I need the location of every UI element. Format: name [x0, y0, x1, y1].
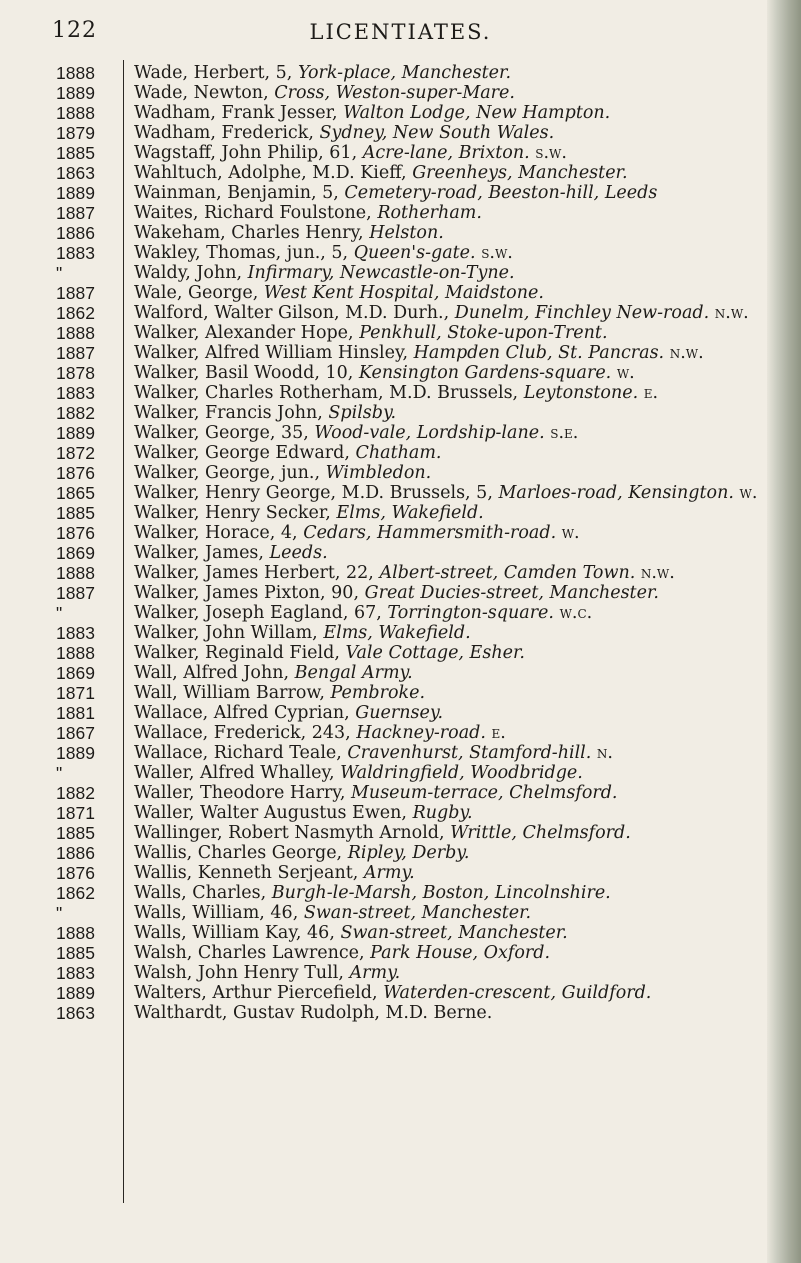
- entry-year: 1885: [56, 503, 95, 523]
- entry-text: [134, 703, 760, 723]
- list-item: [0, 683, 770, 703]
- entry-text: [134, 723, 760, 743]
- entry-address: Vale Cottage, Esher.: [345, 643, 525, 663]
- list-item: [0, 323, 770, 343]
- entry-name: Walker, James,: [134, 543, 264, 563]
- list-item: [0, 783, 770, 803]
- entry-text: [134, 963, 760, 983]
- list-item: [0, 443, 770, 463]
- entry-name: Walls, Charles,: [134, 883, 267, 903]
- entry-name: Wade, Newton,: [134, 83, 269, 103]
- entry-text: [134, 303, 760, 323]
- entry-name: Wallinger, Robert Nasmyth Arnold,: [134, 823, 445, 843]
- list-item: [0, 923, 770, 943]
- entry-text: [134, 223, 760, 243]
- entry-name: Wakeham, Charles Henry,: [134, 223, 364, 243]
- list-item: [0, 63, 770, 83]
- entry-address: Dunelm, Finchley New-road.: [454, 303, 710, 323]
- entry-text: [134, 743, 760, 763]
- entry-text: [134, 783, 760, 803]
- entry-year: 1882: [56, 403, 95, 423]
- list-item: [0, 743, 770, 763]
- list-item: [0, 623, 770, 643]
- entry-address: West Kent Hospital, Maidstone.: [263, 283, 544, 303]
- entry-name: Walker, John Willam,: [134, 623, 318, 643]
- entry-address: Leytonstone.: [523, 383, 639, 403]
- entry-name: Walsh, Charles Lawrence,: [134, 943, 365, 963]
- entry-year: 1865: [56, 483, 95, 503]
- entry-district: s.w.: [535, 143, 567, 163]
- entry-text: [134, 943, 760, 963]
- entry-name: Waller, Walter Augustus Ewen,: [134, 803, 407, 823]
- list-item: [0, 643, 770, 663]
- entry-name: Wale, George,: [134, 283, 259, 303]
- entry-year: 1881: [56, 703, 95, 723]
- entry-year: 1887: [56, 203, 95, 223]
- entry-district: n.w.: [714, 303, 749, 323]
- entry-address: Helston.: [369, 223, 444, 243]
- list-item: [0, 823, 770, 843]
- entry-text: [134, 503, 760, 523]
- list-item: [0, 543, 770, 563]
- entry-year: 1889: [56, 83, 95, 103]
- list-item: [0, 903, 770, 923]
- list-item: [0, 663, 770, 683]
- entry-text: [134, 883, 760, 903]
- entry-address: Hampden Club, St. Pancras.: [413, 343, 665, 363]
- entry-address: Queen's-gate.: [353, 243, 476, 263]
- entry-year: 1863: [56, 163, 95, 183]
- list-item: [0, 163, 770, 183]
- entry-year: 1883: [56, 383, 95, 403]
- entry-year: ": [56, 603, 63, 623]
- entry-year: 1862: [56, 303, 95, 323]
- list-item: [0, 143, 770, 163]
- list-item: [0, 343, 770, 363]
- entry-text: [134, 1003, 760, 1023]
- list-item: [0, 243, 770, 263]
- entry-address: Elms, Wakefield.: [336, 503, 484, 523]
- entry-text: [134, 103, 760, 123]
- entry-address: Kensington Gardens-square.: [358, 363, 612, 383]
- entry-address: Waterden-crescent, Guildford.: [383, 983, 652, 1003]
- page-edge-shadow: [767, 0, 801, 1263]
- entry-text: [134, 323, 760, 343]
- entry-year: ": [56, 763, 63, 783]
- entry-name: Waldy, John,: [134, 263, 243, 283]
- entry-year: 1887: [56, 343, 95, 363]
- entry-name: Walker, George, jun.,: [134, 463, 321, 483]
- entry-name: Wade, Herbert, 5,: [134, 63, 293, 83]
- list-item: [0, 403, 770, 423]
- entry-year: 1882: [56, 783, 95, 803]
- entry-district: w.: [561, 523, 580, 543]
- entry-text: [134, 463, 760, 483]
- entry-name: Walker, Alexander Hope,: [134, 323, 354, 343]
- entry-year: 1886: [56, 223, 95, 243]
- entry-address: Elms, Wakefield.: [323, 623, 471, 643]
- entry-address: Rugby.: [412, 803, 473, 823]
- list-item: [0, 503, 770, 523]
- entry-address: Rotherham.: [377, 203, 482, 223]
- entry-address: Cemetery-road, Beeston-hill, Leeds: [344, 183, 658, 203]
- entry-name: Walker, Reginald Field,: [134, 643, 340, 663]
- entry-name: Wallis, Kenneth Serjeant,: [134, 863, 359, 883]
- entry-year: 1869: [56, 543, 95, 563]
- entry-text: [134, 803, 760, 823]
- entry-text: [134, 923, 760, 943]
- entry-address: Swan-street, Manchester.: [303, 903, 532, 923]
- entry-name: Walker, George, 35,: [134, 423, 309, 443]
- list-item: [0, 723, 770, 743]
- list-item: [0, 183, 770, 203]
- entry-name: Wainman, Benjamin, 5,: [134, 183, 339, 203]
- entry-address: Spilsby.: [328, 403, 397, 423]
- entry-name: Wallace, Richard Teale,: [134, 743, 342, 763]
- entry-name: Walker, Henry Secker,: [134, 503, 331, 523]
- entry-name: Wakley, Thomas, jun., 5,: [134, 243, 349, 263]
- entry-name: Walker, Francis John,: [134, 403, 323, 423]
- entry-name: Walker, Alfred William Hinsley,: [134, 343, 409, 363]
- entry-address: Marloes-road, Kensington.: [498, 483, 734, 503]
- entry-text: [134, 523, 760, 543]
- entry-name: Walker, Basil Woodd, 10,: [134, 363, 354, 383]
- list-item: [0, 863, 770, 883]
- list-item: [0, 283, 770, 303]
- entry-district: w.c.: [559, 603, 593, 623]
- entry-name: Walker, Henry George, M.D. Brussels, 5,: [134, 483, 493, 503]
- entry-address: Army.: [363, 863, 415, 883]
- entry-year: 1885: [56, 823, 95, 843]
- entry-district: e.: [491, 723, 506, 743]
- entry-district: s.w.: [481, 243, 513, 263]
- list-item: [0, 423, 770, 443]
- list-item: [0, 963, 770, 983]
- entry-year: 1885: [56, 943, 95, 963]
- entry-text: [134, 343, 760, 363]
- entry-address: Walton Lodge, New Hampton.: [343, 103, 611, 123]
- entry-text: [134, 63, 760, 83]
- list-item: [0, 523, 770, 543]
- entry-name: Wall, Alfred John,: [134, 663, 290, 683]
- list-item: [0, 563, 770, 583]
- entry-name: Walker, James Herbert, 22,: [134, 563, 374, 583]
- entry-text: [134, 603, 760, 623]
- entry-address: Cravenhurst, Stamford-hill.: [347, 743, 592, 763]
- entry-address: Cedars, Hammersmith-road.: [303, 523, 557, 543]
- entry-address: Wimbledon.: [325, 463, 432, 483]
- entry-text: [134, 903, 760, 923]
- entry-address: Army.: [349, 963, 401, 983]
- entry-text: [134, 123, 760, 143]
- list-item: [0, 203, 770, 223]
- list-item: [0, 843, 770, 863]
- entry-address: Park House, Oxford.: [370, 943, 551, 963]
- entry-text: [134, 663, 760, 683]
- entry-address: Swan-street, Manchester.: [340, 923, 568, 943]
- entry-year: 1878: [56, 363, 95, 383]
- entry-district: e.: [643, 383, 659, 403]
- entry-text: [134, 383, 760, 403]
- entry-name: Walls, William Kay, 46,: [134, 923, 335, 943]
- entry-text: [134, 163, 760, 183]
- entry-address: Waldringfield, Woodbridge.: [340, 763, 583, 783]
- entry-address: Cross, Weston-super-Mare.: [274, 83, 515, 103]
- entry-year: 1883: [56, 963, 95, 983]
- entry-name: Walters, Arthur Piercefield,: [134, 983, 378, 1003]
- entry-name: Wadham, Frederick,: [134, 123, 314, 143]
- entry-year: ": [56, 903, 63, 923]
- entry-year: 1883: [56, 623, 95, 643]
- entry-name: Walford, Walter Gilson, M.D. Durh.,: [134, 303, 450, 323]
- list-item: [0, 943, 770, 963]
- entry-year: 1871: [56, 803, 95, 823]
- list-item: [0, 363, 770, 383]
- entry-year: 1886: [56, 843, 95, 863]
- list-item: [0, 83, 770, 103]
- entry-text: [134, 643, 760, 663]
- entry-address: Museum-terrace, Chelmsford.: [351, 783, 618, 803]
- entry-name: Waites, Richard Foulstone,: [134, 203, 372, 223]
- entry-text: [134, 83, 760, 103]
- list-item: [0, 223, 770, 243]
- entry-address: Writtle, Chelmsford.: [450, 823, 631, 843]
- entry-text: [134, 623, 760, 643]
- list-item: [0, 463, 770, 483]
- entry-year: 1872: [56, 443, 95, 463]
- entry-district: n.w.: [669, 343, 704, 363]
- entry-address: Greenheys, Manchester.: [412, 163, 628, 183]
- list-item: [0, 383, 770, 403]
- entry-address: Leeds.: [269, 543, 328, 563]
- entry-year: 1862: [56, 883, 95, 903]
- entry-district: n.w.: [640, 563, 675, 583]
- entry-year: 1876: [56, 863, 95, 883]
- entry-text: [134, 983, 760, 1003]
- entry-address: Guernsey.: [355, 703, 444, 723]
- entry-text: [134, 863, 760, 883]
- list-item: [0, 1003, 770, 1023]
- entry-name: Walker, Charles Rotherham, M.D. Brussels,: [134, 383, 519, 403]
- entry-name: Wadham, Frank Jesser,: [134, 103, 338, 123]
- entry-text: [134, 543, 760, 563]
- list-item: [0, 883, 770, 903]
- entry-text: [134, 443, 760, 463]
- entry-name: Walthardt, Gustav Rudolph, M.D. Berne.: [134, 1003, 493, 1023]
- entry-address: Ripley, Derby.: [347, 843, 470, 863]
- entry-address: Burgh-le-Marsh, Boston, Lincolnshire.: [271, 883, 611, 903]
- entry-year: 1889: [56, 183, 95, 203]
- list-item: [0, 123, 770, 143]
- entry-text: [134, 823, 760, 843]
- entry-year: 1879: [56, 123, 95, 143]
- entry-year: 1863: [56, 1003, 95, 1023]
- entry-address: Pembroke.: [330, 683, 426, 703]
- entry-year: 1888: [56, 563, 95, 583]
- entry-name: Walker, Joseph Eagland, 67,: [134, 603, 382, 623]
- entry-year: 1888: [56, 103, 95, 123]
- entry-year: 1883: [56, 243, 95, 263]
- list-item: [0, 583, 770, 603]
- entry-address: Acre-lane, Brixton.: [362, 143, 530, 163]
- entry-year: 1887: [56, 583, 95, 603]
- entry-year: 1867: [56, 723, 95, 743]
- entry-text: [134, 683, 760, 703]
- entry-address: Penkhull, Stoke-upon-Trent.: [359, 323, 608, 343]
- entry-year: 1885: [56, 143, 95, 163]
- entry-name: Walls, William, 46,: [134, 903, 299, 923]
- entry-district: n.: [596, 743, 613, 763]
- entry-text: [134, 143, 760, 163]
- entry-text: [134, 363, 760, 383]
- list-item: [0, 763, 770, 783]
- entry-year: 1888: [56, 63, 95, 83]
- entry-year: 1889: [56, 983, 95, 1003]
- entry-text: [134, 483, 760, 503]
- entry-text: [134, 263, 760, 283]
- list-item: [0, 303, 770, 323]
- entry-address: Great Ducies-street, Manchester.: [364, 583, 659, 603]
- entry-address: Chatham.: [355, 443, 442, 463]
- entry-text: [134, 243, 760, 263]
- entry-name: Wallace, Alfred Cyprian,: [134, 703, 350, 723]
- entry-address: York-place, Manchester.: [297, 63, 512, 83]
- entry-year: 1871: [56, 683, 95, 703]
- entry-text: [134, 403, 760, 423]
- entry-text: [134, 563, 760, 583]
- entry-year: 1888: [56, 323, 95, 343]
- entry-year: 1876: [56, 523, 95, 543]
- entry-name: Waller, Theodore Harry,: [134, 783, 346, 803]
- entry-year: ": [56, 263, 63, 283]
- entry-text: [134, 203, 760, 223]
- entry-year: 1869: [56, 663, 95, 683]
- entry-name: Wall, William Barrow,: [134, 683, 325, 703]
- entry-district: s.e.: [550, 423, 579, 443]
- list-item: [0, 263, 770, 283]
- entry-year: 1888: [56, 923, 95, 943]
- entry-address: Albert-street, Camden Town.: [379, 563, 636, 583]
- entry-text: [134, 763, 760, 783]
- entry-district: w.: [616, 363, 635, 383]
- entry-address: Sydney, New South Wales.: [319, 123, 555, 143]
- entry-address: Torrington-square.: [387, 603, 554, 623]
- entry-name: Walker, Horace, 4,: [134, 523, 298, 543]
- page-number: 122: [52, 18, 97, 43]
- entry-year: 1887: [56, 283, 95, 303]
- entry-address: Wood-vale, Lordship-lane.: [314, 423, 545, 443]
- entry-address: Bengal Army.: [294, 663, 413, 683]
- entry-list: [0, 63, 770, 1023]
- entry-name: Wahltuch, Adolphe, M.D. Kieff,: [134, 163, 407, 183]
- running-head: LICENTIATES.: [309, 20, 492, 44]
- entry-text: [134, 283, 760, 303]
- entry-name: Waller, Alfred Whalley,: [134, 763, 335, 783]
- entry-text: [134, 423, 760, 443]
- entry-address: Infirmary, Newcastle-on-Tyne.: [247, 263, 515, 283]
- entry-year: 1889: [56, 743, 95, 763]
- entry-year: 1888: [56, 643, 95, 663]
- list-item: [0, 703, 770, 723]
- entry-text: [134, 843, 760, 863]
- entry-year: 1876: [56, 463, 95, 483]
- list-item: [0, 103, 770, 123]
- list-item: [0, 983, 770, 1003]
- entry-name: Wallace, Frederick, 243,: [134, 723, 351, 743]
- entry-name: Walsh, John Henry Tull,: [134, 963, 344, 983]
- entry-name: Wallis, Charles George,: [134, 843, 343, 863]
- entry-address: Hackney-road.: [356, 723, 486, 743]
- entry-year: 1889: [56, 423, 95, 443]
- entry-name: Wagstaff, John Philip, 61,: [134, 143, 358, 163]
- entry-name: Walker, George Edward,: [134, 443, 350, 463]
- entry-name: Walker, James Pixton, 90,: [134, 583, 360, 603]
- entry-text: [134, 183, 760, 203]
- entry-district: w.: [739, 483, 758, 503]
- list-item: [0, 483, 770, 503]
- entry-text: [134, 583, 760, 603]
- list-item: [0, 803, 770, 823]
- list-item: [0, 603, 770, 623]
